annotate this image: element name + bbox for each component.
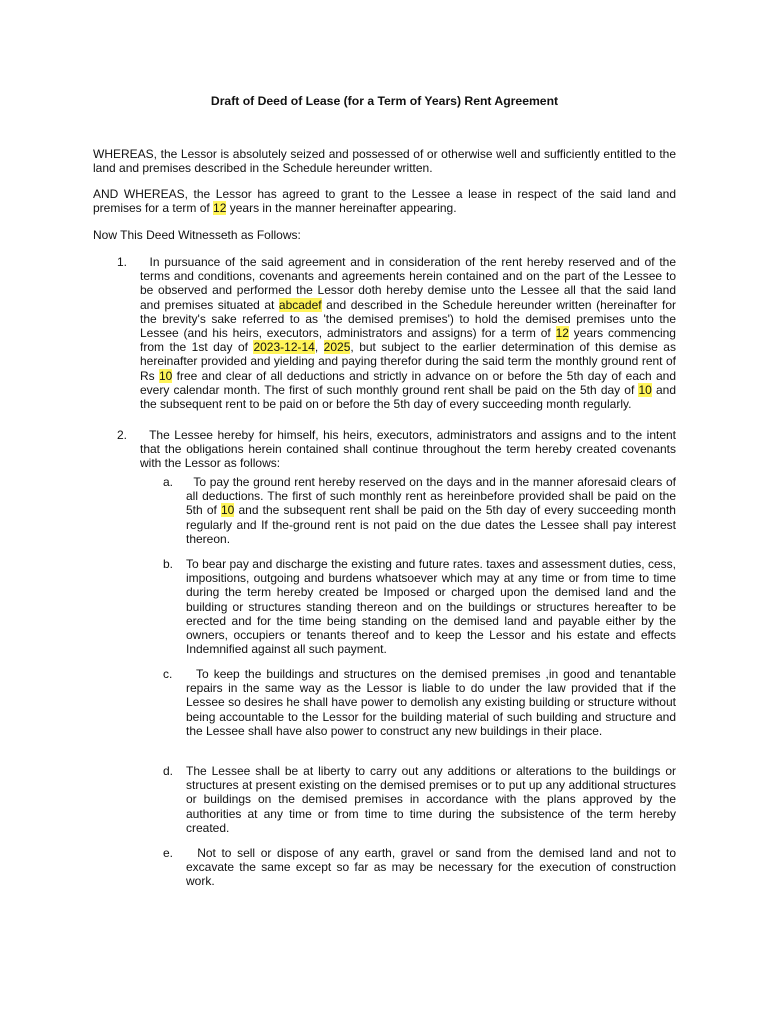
text-run: years in the manner hereinafter appearing. (229, 201, 457, 216)
clause-number: 2. (117, 428, 128, 442)
whereas-paragraph-2 (93, 187, 676, 215)
text-run: The Lessee hereby for himself, his heirs, executors, administrators and assigns and to the intent that the obligations herein contained shall continue throughout the term hereby created covenants with the Lessor as follows: (140, 428, 677, 471)
whereas-paragraph-1: WHEREAS, the Lessor is absolutely seized and possessed of or otherwise well and sufficiently entitled to the land and premises described in the Schedule hereunder written. (93, 147, 676, 176)
clause-2-text (140, 428, 676, 471)
sub-clause-a-text (186, 475, 676, 546)
sub-clause-marker: c. (163, 667, 173, 681)
sub-clause-d-text: The Lessee shall be at liberty to carry out any additions or alterations to the buildings or structures at present existing on the demised premises or to put up any additional structures or buildings on the demised premises in accordance with the plans approved by the authorities at any time or from time to time during the subsistence of the term hereby created. (186, 764, 676, 835)
clause-1-text (140, 255, 676, 411)
text-run: Not to sell or dispose of any earth, gravel or sand from the demised land and not to excavate the same except so far as may be necessary for the execution of construction work. (186, 846, 676, 889)
first-payment-month-field[interactable]: 10 (638, 382, 652, 397)
sub-clause-c (163, 667, 676, 738)
sub-clause-d (163, 764, 676, 835)
document-title: Draft of Deed of Lease (for a Term of Years) Rent Agreement (210, 94, 559, 108)
text-run: AND WHEREAS, the Lessor has agreed to grant to the Lessee a lease in respect of the said land and premises for a term of (93, 187, 676, 216)
text-run: In pursuance of the said agreement and in consideration of the rent hereby reserved and of the terms and conditions, covenants and agreements herein contained and on the part of the Lessee to be observed and performed the Lessor doth hereby demise unto the Lessee all that the said land and premises situated at (140, 255, 676, 312)
sub-clause-marker: a. (163, 475, 174, 489)
sub-clause-marker: b. (163, 557, 174, 571)
text-run: and the subsequent rent to be paid on or before the 5th day of every succeeding month regularly. (140, 382, 676, 412)
sub-clause-b-text: To bear pay and discharge the existing and future rates. taxes and assessment duties, cess, impositions, outgoing and burdens whatsoever which may at any time or from time to time during the term hereby created be Imposed or charged upon the demised land and the building or structures standing thereon and on the buildings or structures hereafter to be erected and for the time being standing on the demised land and payable either by the owners, occupiers or tenants thereof and to keep the Lessor and his estate and effects Indemnified against all such payment. (186, 557, 676, 657)
term-years-field[interactable]: 12 (213, 201, 227, 216)
text-run: To keep the buildings and structures on the demised premises ,in good and tenantable repairs in the same way as the Lessor is liable to do under the law provided that if the Lessee so desires he shall have power to demolish any existing building or structure without being accountable to the Lessor for the building material of such building and structure and the Lessee shall have also power to construct any new buildings in their place. (186, 667, 677, 738)
text-run: years commencing from the 1st day of (140, 326, 676, 355)
start-date-field[interactable]: 2023-12-14 (253, 340, 315, 355)
sub-clause-marker: d. (163, 764, 174, 778)
sub-clause-a (163, 475, 676, 546)
text-run: free and clear of all deductions and strictly in advance on or before the 5th day of each and every calendar month. The first of such monthly ground rent shall be paid on the 5th day of (140, 368, 677, 397)
location-field[interactable]: abcadef (278, 297, 322, 312)
term-years-field[interactable]: 12 (555, 326, 569, 341)
rent-amount-field[interactable]: 10 (158, 368, 173, 383)
text-run: To pay the ground rent hereby reserved on the days and in the manner aforesaid clears of all deductions. The first of such monthly rent as hereinbefore provided shall be paid on the 5th of (186, 475, 676, 518)
sub-clause-c-text (186, 667, 676, 738)
clause-number: 1. (117, 255, 128, 269)
first-payment-month-field[interactable]: 10 (220, 503, 235, 518)
text-run: , but subject to the earlier determination of this demise as hereinafter provided and yielding and paying therefor during the said term the monthly ground rent of Rs (140, 340, 676, 383)
sub-clause-e-text (186, 846, 676, 889)
start-year-field[interactable]: 2025 (323, 340, 351, 355)
sub-clause-b (163, 557, 676, 656)
text-run: , (314, 340, 319, 355)
clause-2 (117, 428, 676, 471)
clause-1 (117, 255, 676, 411)
text-run: and the subsequent rent shall be paid on the 5th day of every succeeding month regularly and If the-ground rent is not paid on the due dates the Lessee shall pay interest thereon. (186, 503, 676, 546)
sub-clause-marker: e. (163, 846, 174, 860)
witnesseth-heading: Now This Deed Witnesseth as Follows: (93, 228, 301, 242)
sub-clause-e (163, 846, 676, 889)
text-run: and described in the Schedule hereunder written (hereinafter for the brevity's sake referred to as 'the demised premises') to hold the demised premises unto the Lessee (and his heirs, executors, administrators and assigns) for a term of (140, 297, 676, 341)
